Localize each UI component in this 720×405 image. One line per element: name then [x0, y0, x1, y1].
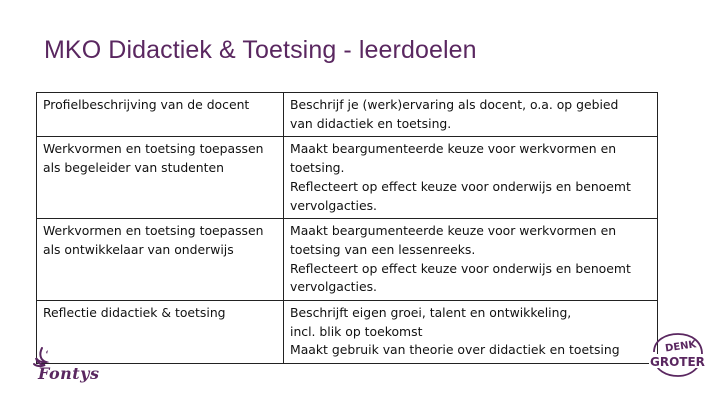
cell-line: Beschrijft eigen groei, talent en ontwikkeling, [290, 305, 572, 321]
goal-cell [37, 93, 284, 137]
fontys-wordmark: Fontys [38, 364, 100, 383]
goal-cell [37, 137, 284, 219]
cell-line: Profielbeschrijving van de docent [43, 97, 250, 112]
cell-line: Maakt beargumenteerde keuze voor werkvormen en [290, 223, 617, 239]
cell-line: Werkvormen en toetsing toepassen [43, 141, 264, 157]
cell-line: vervolgacties. [290, 279, 377, 295]
cell-line: Reflecteert op effect keuze voor onderwijs en benoemt [290, 178, 631, 194]
goal-cell [37, 219, 284, 301]
cell-line: Werkvormen en toetsing toepassen [43, 223, 264, 239]
cell-line: Maakt beargumenteerde keuze voor werkvormen en [290, 141, 617, 157]
denk-text: DENK [664, 339, 698, 355]
cell-line: Reflectie didactiek & toetsing [43, 305, 226, 321]
table-row [37, 137, 658, 219]
description-cell [284, 219, 658, 301]
groter-text: GROTER [650, 355, 705, 369]
denk-groter-logo [648, 330, 706, 382]
cell-line: vervolgacties. [290, 197, 377, 213]
description-cell [284, 137, 658, 219]
table-row [37, 93, 658, 137]
denk-groter-badge-icon [648, 330, 706, 382]
table-row [37, 301, 658, 364]
cell-line: als ontwikkelaar van onderwijs [43, 241, 234, 257]
cell-line: toetsing. [290, 160, 345, 176]
slide-title: MKO Didactiek & Toetsing - leerdoelen [44, 36, 477, 64]
cell-line: als begeleider van studenten [43, 160, 224, 176]
cell-line: Reflecteert op effect keuze voor onderwijs en benoemt [290, 260, 631, 276]
learning-goals-table [36, 92, 658, 364]
table-row [37, 219, 658, 301]
cell-line: toetsing van een lessenreeks. [290, 241, 476, 257]
description-cell [284, 93, 658, 137]
cell-line: Maakt gebruik van theorie over didactiek en toetsing [290, 342, 620, 358]
fontys-logo [30, 346, 100, 386]
cell-line: incl. blik op toekomst [290, 323, 423, 339]
cell-line: van didactiek en toetsing. [290, 115, 452, 131]
cell-line: Beschrijf je (werk)ervaring als docent, o.a. op gebied [290, 97, 619, 112]
description-cell [284, 301, 658, 364]
